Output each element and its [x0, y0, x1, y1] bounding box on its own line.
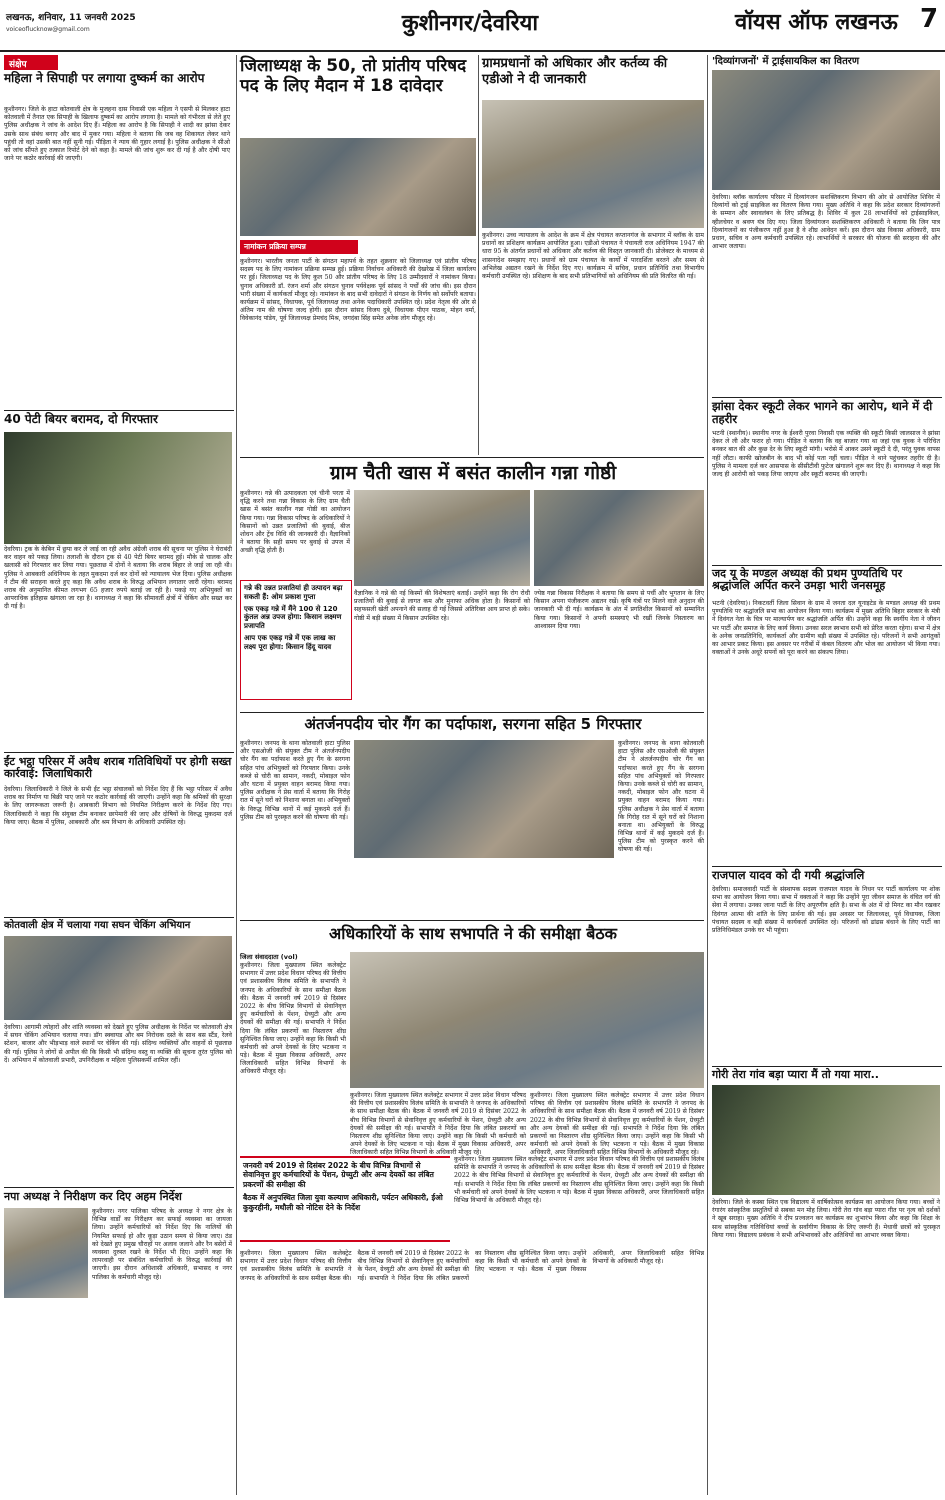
- gram-photo: [482, 100, 704, 228]
- baithak-callout-item: जनवरी वर्ष 2019 से दिसंबर 2022 के बीच विभिन्न विभागों से सेवानिवृत्त हुए कर्मचारियों के पेंशन, ग्रेच्युटी और अन्य देयकों का लंबित प्रकरणों की समीक्षा की: [243, 1161, 434, 1189]
- baithak-byline: जिला संवाददाता (vol): [240, 953, 298, 961]
- ganna-headline: ग्राम चैती खास में बसंत कालीन गन्ना गोष्ठी: [329, 462, 617, 484]
- kotwali-headline: कोतवाली क्षेत्र में चलाया गया सघन चेकिंग अभियान: [4, 920, 191, 931]
- header-date: लखनऊ, शनिवार, 11 जनवरी 2025: [6, 13, 136, 23]
- column-divider: [478, 55, 479, 455]
- baithak-callout-item: बैठक में अनुपस्थित जिला युवा कल्याण अधिकारी, पर्यटन अधिकारी, ईओ कुकुरहीनी, मथौली को नोटिस देने के निर्देश: [243, 1193, 443, 1212]
- chor-body: कुशीनगर। जनपद के थाना कोतवाली हाटा पुलिस और एसओजी की संयुक्त टीम ने अंतर्जनपदीय चोर गैंग का पर्दाफाश करते हुए गैंग के सरगना सहित पांच अभियुक्तों को गिरफ्तार किया। उनके कब्जे से चोरी का सामान, नकदी, मोबाइल फोन और घटना में प्रयुक्त वाहन बरामद किया गया। पुलिस अधीक्षक ने प्रेस वार्ता में बताया कि गिरोह रात में सूने घरों को निशाना बनाता था। अभियुक्तों के विरुद्ध विभिन्न थानों में कई मुकदमे दर्ज हैं। पुलिस टीम को पुरस्कृत करने की घोषणा की गई।: [618, 740, 704, 854]
- divider: [240, 712, 704, 713]
- divider: [712, 1066, 942, 1067]
- divider: [4, 1187, 234, 1188]
- divider: [240, 920, 704, 921]
- tricycle-body: देवरिया। ब्लॉक कार्यालय परिसर में दिव्यांगजन सशक्तिकरण विभाग की ओर से आयोजित शिविर में दिव्यांगों को ट्राई साइकिल का वितरण किया गया। मुख्य अतिथि ने कहा कि प्रदेश सरकार दिव्यांगजनों के सम्मान और स्वावलंबन के लिए प्रतिबद्ध है। शिविर में कुल 28 लाभार्थियों को ट्राईसाइकिल, व्हीलचेयर व श्रवण यंत्र दिए गए। जिला दिव्यांगजन सशक्तिकरण अधिकारी ने बताया कि जिन पात्र दिव्यांगजनों का पंजीकरण नहीं हुआ है वे शीघ्र आवेदन करें। इस दौरान खंड विकास अधिकारी, ग्राम प्रधान, सचिव व अन्य कर्मचारी उपस्थित रहे। लाभार्थियों ने सरकार की योजना की सराहना की और आभार जताया।: [712, 194, 940, 251]
- divider: [712, 397, 942, 398]
- jhansa-body: भटनी (स्थानीय)। स्थानीय नगर के ईश्वरी पुरवा निवासी एक व्यक्ति की स्कूटी किसी जालसाज ने झांसा देकर ले ली और फरार हो गया। पीड़ित ने बताया कि वह बाजार गया था जहां एक युवक ने परिचित बनकर बात की और कुछ देर के लिए स्कूटी मांगी। भरोसे में आकर उसने स्कूटी दे दी, परंतु युवक वापस नहीं लौटा। काफी खोजबीन के बाद भी कोई पता नहीं चला। पीड़ित ने थाने पहुंचकर तहरीर दी है। पुलिस ने मामला दर्ज कर आसपास के सीसीटीवी फुटेज खंगालने शुरू कर दिए हैं। थानाध्यक्ष ने कहा कि जल्द ही आरोपी को पकड़ लिया जाएगा और स्कूटी बरामद की जाएगी।: [712, 430, 940, 478]
- ganna-photo-1: [354, 490, 530, 586]
- ganna-body-left: कुशीनगर। गन्ने की उत्पादकता एवं चीनी परता में वृद्धि करने तथा गन्ना विकास के लिए ग्राम चैती खास में बसंत कालीन गन्ना गोष्ठी का आयोजन किया गया। गन्ना विकास परिषद के अधिकारियों ने किसानों को उन्नत प्रजातियों की बुवाई, बीज शोधन और ट्रेंच विधि की जानकारी दी। वैज्ञानिकों ने बताया कि सही समय पर बुवाई से उपज में अच्छी वृद्धि होती है।: [240, 490, 350, 555]
- divider: [712, 866, 942, 867]
- napa-headline: नपा अध्यक्ष ने निरीक्षण कर दिए अहम निर्देश: [4, 1190, 182, 1203]
- masthead-logo: वॉयस ऑफ लखनऊ: [735, 9, 898, 35]
- kotwali-photo: [4, 936, 232, 1020]
- gori-body: देवरिया। जिले के कस्बा स्थित एक विद्यालय में वार्षिकोत्सव कार्यक्रम का आयोजन किया गया। बच्चों ने रंगारंग सांस्कृतिक प्रस्तुतियों से सबका मन मोह लिया। गोरी तेरा गांव बड़ा प्यारा गीत पर नृत्य को दर्शकों ने खूब सराहा। मुख्य अतिथि ने दीप प्रज्वलन कर कार्यक्रम का शुभारंभ किया और कहा कि शिक्षा के साथ सांस्कृतिक गतिविधियां बच्चों के सर्वांगीण विकास के लिए जरूरी हैं। मेधावी छात्रों को पुरस्कृत किया गया। विद्यालय प्रबंधक ने सभी अभिभावकों और अतिथियों का आभार व्यक्त किया।: [712, 1199, 940, 1239]
- ganna-bullets-box: [240, 580, 352, 700]
- ganna-body-right: ज्येष्ठ गन्ना विकास निरीक्षक ने बताया कि समय से पर्ची और भुगतान के लिए किसान अपना पंजीकरण अद्यतन रखें। कृषि यंत्रों पर मिलने वाले अनुदान की जानकारी भी दी गई। कार्यक्रम के अंत में प्रगतिशील किसानों को सम्मानित किया गया। किसानों ने अपनी समस्याएं भी रखीं जिनके निस्तारण का आश्वासन दिया गया।: [534, 590, 704, 630]
- tricycle-headline: 'दिव्यांगजनों' में ट्राईसायकिल का वितरण: [712, 56, 860, 67]
- baithak-body: कुशीनगर। जिला मुख्यालय स्थित कलेक्ट्रेट सभागार में उत्तर प्रदेश विधान परिषद की वित्तीय एवं प्रशासकीय विलंब समिति के सभापति ने जनपद के अधिकारियों के साथ समीक्षा बैठक की। बैठक में जनवरी वर्ष 2019 से दिसंबर 2022 के बीच विभिन्न विभागों से सेवानिवृत्त हुए कर्मचारियों के पेंशन, ग्रेच्युटी और अन्य देयकों की समीक्षा की गई। सभापति ने निर्देश दिया कि लंबित प्रकरणों का निस्तारण शीघ्र सुनिश्चित किया जाए। उन्होंने कहा कि किसी भी कर्मचारी को अपने देयकों के लिए भटकना न पड़े। बैठक में मुख्य विकास अधिकारी, अपर जिलाधिकारी सहित विभिन्न विभागों के अधिकारी मौजूद रहे।: [454, 1156, 704, 1204]
- ganna-bullet: एक एकड़ गन्ने में मैंने 100 से 120 कुंतल अन्न उपज होगा: किसान लक्ष्मण प्रजापति: [244, 604, 342, 630]
- chor-body: कुशीनगर। जनपद के थाना कोतवाली हाटा पुलिस और एसओजी की संयुक्त टीम ने अंतर्जनपदीय चोर गैंग का पर्दाफाश करते हुए गैंग के सरगना सहित पांच अभियुक्तों को गिरफ्तार किया। उनके कब्जे से चोरी का सामान, नकदी, मोबाइल फोन और घटना में प्रयुक्त वाहन बरामद किया गया। पुलिस अधीक्षक ने प्रेस वार्ता में बताया कि गिरोह रात में सूने घरों को निशाना बनाता था। अभियुक्तों के विरुद्ध विभिन्न थानों में कई मुकदमे दर्ज हैं। पुलिस टीम को पुरस्कृत करने की घोषणा की गई।: [240, 740, 350, 821]
- baithak-headline: अधिकारियों के साथ सभापति ने की समीक्षा बैठक: [329, 924, 617, 943]
- beer-photo: [4, 432, 232, 544]
- gram-headline: ग्रामप्रधानों को अधिकार और कर्तव्य की एडीओ ने दी जानकारी: [482, 56, 668, 87]
- tricycle-photo: [712, 70, 940, 190]
- lead-headline: जिलाध्यक्ष के 50, तो प्रांतीय परिषद पद के लिए मैदान में 18 दावेदार: [240, 56, 467, 97]
- divider: [4, 752, 234, 753]
- gram-body: कुशीनगर। उच्च न्यायालय के आदेश के क्रम में क्षेत्र पंचायत कप्तानगंज के सभागार में ब्लॉक के ग्राम प्रधानों का प्रशिक्षण कार्यक्रम आयोजित हुआ। एडीओ पंचायत ने पंचायती राज अधिनियम 1947 की धारा 95 के अंतर्गत प्रधानों को अधिकार और कर्तव्य की विस्तृत जानकारी दी। प्रोजेक्टर के माध्यम से शासनादेश समझाए गए। प्रधानों को ग्राम पंचायत के कार्यों में पारदर्शिता बरतने और समय से अभिलेख अद्यतन रखने के निर्देश दिए गए। कार्यक्रम में सचिव, प्रधान प्रतिनिधि तथा विभागीय कर्मचारी उपस्थित रहे। प्रशिक्षण के बाद सभी प्रतिभागियों को अधिनियम की प्रति वितरित की गई।: [482, 232, 704, 280]
- gori-headline: गोरी तेरा गांव बड़ा प्यारा मैं तो गया मारा..: [712, 1068, 879, 1081]
- chor-photo: [354, 740, 614, 858]
- column-divider: [707, 55, 708, 1495]
- lead-body: कुशीनगर। भारतीय जनता पार्टी के संगठन महापर्व के तहत शुक्रवार को जिलाध्यक्ष एवं प्रांतीय परिषद सदस्य पद के लिए नामांकन प्रक्रिया सम्पन्न हुई। प्रक्रिया निर्वाचन अधिकारी की देखरेख में जिला कार्यालय पर हुई। जिलाध्यक्ष पद के लिए कुल 50 और प्रांतीय परिषद के लिए 18 उम्मीदवारों ने नामांकन किया। चुनाव अधिकारी डॉ. रंजन शर्मा और संगठन चुनाव पर्यवेक्षक पूर्व सांसद ने पर्चों की जांच की। इस दौरान भारी संख्या में कार्यकर्ता मौजूद रहे। नामांकन के बाद सभी दावेदारों ने संगठन के निर्णय को सर्वोपरि बताया। कार्यक्रम में सांसद, विधायक, पूर्व जिलाध्यक्ष तथा अनेक पदाधिकारी उपस्थित रहे। प्रदेश नेतृत्व की ओर से अंतिम नाम की घोषणा जल्द होगी। इस दौरान सांसद विजय दुबे, विधायक पीएन पाठक, मोहन वर्मा, विवेकानंद पांडेय, पूर्व जिलाध्यक्ष प्रेमचंद मिश्र, जगदंबा सिंह समेत अनेक लोग मौजूद रहे।: [240, 258, 476, 323]
- ganna-body-mid: वैज्ञानिक ने गन्ने की नई किस्मों की विशेषताएं बताईं। उन्होंने कहा कि रोग रोधी प्रजातियों की बुवाई से लागत कम और मुनाफा अधिक होता है। किसानों को सहफसली खेती अपनाने की सलाह दी गई जिससे अतिरिक्त आय प्राप्त हो सके। गोष्ठी में बड़ी संख्या में किसान उपस्थित रहे।: [354, 590, 530, 622]
- lead-photo: [240, 138, 476, 236]
- jdu-headline: जद यू के मण्डल अध्यक्ष की प्रथम पुण्यतिथि पर श्रद्धांजलि अर्पित करने उमड़ा भारी जनसमूह: [712, 567, 903, 593]
- beer-headline: 40 पेटी बियर बरामद, दो गिरफ्तार: [4, 412, 158, 426]
- brief-body: कुशीनगर। जिले के हाटा कोतवाली क्षेत्र के मुजहना दास निवासी एक महिला ने एसपी से मिलकर हाटा कोतवाली में तैनात एक सिपाही के खिलाफ दुष्कर्म का आरोप लगाया है। मामले को गंभीरता से लेते हुए पुलिस अधीक्षक ने जांच के आदेश दिए हैं। महिला का आरोप है कि सिपाही ने शादी का झांसा देकर उसके साथ संबंध बनाए और बाद में मुकर गया। महिला ने बताया कि जब वह शिकायत लेकर थाने पहुंची तो वहां उसकी बात नहीं सुनी गई। पीड़िता ने न्याय की गुहार लगाई है। पुलिस अधीक्षक ने सीओ को जांच सौंपते हुए तत्काल रिपोर्ट देने को कहा है। मामले की जांच शुरू कर दी गई है और दोषी पाए जाने पर कठोर कार्रवाई की जाएगी।: [4, 106, 230, 163]
- beer-body: देवरिया। ट्रक के केबिन में छुपा कर ले जाई जा रही अवैध अंग्रेजी शराब की सूचना पर पुलिस ने घेराबंदी कर वाहन को पकड़ लिया। तलाशी के दौरान ट्रक से 40 पेटी बियर बरामद हुई। मौके से चालक और खलासी को गिरफ्तार कर लिया गया। पूछताछ में दोनों ने बताया कि शराब बिहार ले जाई जा रही थी। पुलिस ने आबकारी अधिनियम के तहत मुकदमा दर्ज कर दोनों को न्यायालय भेज दिया। पुलिस अधीक्षक ने टीम की सराहना करते हुए कहा कि अवैध शराब के विरुद्ध अभियान लगातार जारी रहेगा। बरामद शराब की अनुमानित कीमत लगभग 65 हजार रुपये बताई जा रही है। पकड़े गए अभियुक्तों का आपराधिक इतिहास खंगाला जा रहा है। थानाध्यक्ष ने कहा कि सीमावर्ती क्षेत्रों में चेकिंग और सख्त कर दी गई है।: [4, 546, 232, 611]
- ganna-bullet: आप एक एकड़ गन्ने में एक लाख का लक्ष्य पूरा होगा: किसान हिंदू यादव: [244, 633, 336, 651]
- page-number: 7: [920, 4, 939, 34]
- napa-body: कुशीनगर। नगर पालिका परिषद के अध्यक्ष ने नगर क्षेत्र के विभिन्न वार्डों का निरीक्षण कर सफाई व्यवस्था का जायजा लिया। उन्होंने कर्मचारियों को निर्देश दिए कि नालियों की नियमित सफाई हो और कूड़ा उठान समय से किया जाए। ठंड को देखते हुए प्रमुख चौराहों पर अलाव जलाने और रैन बसेरों में व्यवस्था दुरुस्त रखने के निर्देश भी दिए। उन्होंने कहा कि लापरवाही पर संबंधित कर्मचारियों के विरुद्ध कार्रवाई की जाएगी। इस दौरान अधिशासी अधिकारी, सभासद व नगर पालिका के कर्मचारी मौजूद रहे।: [92, 1208, 232, 1281]
- rajpal-headline: राजपाल यादव को दी गयी श्रद्धांजलि: [712, 868, 865, 882]
- gori-photo: [712, 1085, 940, 1195]
- section-title: कुशीनगर/देवरिया: [401, 11, 539, 36]
- baithak-body: कुशीनगर। जिला मुख्यालय स्थित कलेक्ट्रेट सभागार में उत्तर प्रदेश विधान परिषद की वित्तीय एवं प्रशासकीय विलंब समिति के सभापति ने जनपद के अधिकारियों के साथ समीक्षा बैठक की। बैठक में जनवरी वर्ष 2019 से दिसंबर 2022 के बीच विभिन्न विभागों से सेवानिवृत्त हुए कर्मचारियों के पेंशन, ग्रेच्युटी और अन्य देयकों की समीक्षा की गई। सभापति ने निर्देश दिया कि लंबित प्रकरणों का निस्तारण शीघ्र सुनिश्चित किया जाए। उन्होंने कहा कि किसी भी कर्मचारी को अपने देयकों के लिए भटकना न पड़े। बैठक में मुख्य विकास अधिकारी, अपर जिलाधिकारी सहित विभिन्न विभागों के अधिकारी मौजूद रहे।: [530, 1092, 704, 1157]
- ganna-bullet: गन्ने की उन्नत प्रजातियां ही उत्पादन बढ़ा सकती हैं: ओम प्रकाश गुप्ता: [244, 584, 343, 601]
- lead-subhead: नामांकन प्रक्रिया सम्पन्न: [240, 240, 358, 254]
- jdu-body: भटनी (देवरिया)। निकटवर्ती जिला सिवान के ग्राम में जनता दल यूनाइटेड के मण्डल अध्यक्ष की प्रथम पुण्यतिथि पर श्रद्धांजलि सभा का आयोजन किया गया। कार्यक्रम में मुख्य अतिथि बिहार सरकार के मंत्री ने दिवंगत नेता के चित्र पर माल्यार्पण कर श्रद्धांजलि अर्पित की। उन्होंने कहा कि स्वर्गीय नेता ने जीवन भर पार्टी और समाज के लिए कार्य किया। उनका सरल स्वभाव सभी को प्रेरित करता रहेगा। सभा में क्षेत्र के अनेक जनप्रतिनिधि, कार्यकर्ता और ग्रामीण बड़ी संख्या में उपस्थित रहे। परिजनों ने सभी आगंतुकों का आभार प्रकट किया। इस अवसर पर गरीबों में कंबल वितरण और भोज का आयोजन भी किया गया। वक्ताओं ने उनके अधूरे सपनों को पूरा करने का संकल्प लिया।: [712, 600, 940, 657]
- brief-headline: महिला ने सिपाही पर लगाया दुष्कर्म का आरोप: [4, 71, 205, 85]
- baithak-body: कुशीनगर। जिला मुख्यालय स्थित कलेक्ट्रेट सभागार में उत्तर प्रदेश विधान परिषद की वित्तीय एवं प्रशासकीय विलंब समिति के सभापति ने जनपद के अधिकारियों के साथ समीक्षा बैठक की। बैठक में जनवरी वर्ष 2019 से दिसंबर 2022 के बीच विभिन्न विभागों से सेवानिवृत्त हुए कर्मचारियों के पेंशन, ग्रेच्युटी और अन्य देयकों की समीक्षा की गई। सभापति ने निर्देश दिया कि लंबित प्रकरणों का निस्तारण शीघ्र सुनिश्चित किया जाए। उन्होंने कहा कि किसी भी कर्मचारी को अपने देयकों के लिए भटकना न पड़े। बैठक में मुख्य विकास अधिकारी, अपर जिलाधिकारी सहित विभिन्न विभागों के अधिकारी मौजूद रहे।: [240, 1250, 704, 1282]
- baithak-body: कुशीनगर। जिला मुख्यालय स्थित कलेक्ट्रेट सभागार में उत्तर प्रदेश विधान परिषद की वित्तीय एवं प्रशासकीय विलंब समिति के सभापति ने जनपद के अधिकारियों के साथ समीक्षा बैठक की। बैठक में जनवरी वर्ष 2019 से दिसंबर 2022 के बीच विभिन्न विभागों से सेवानिवृत्त हुए कर्मचारियों के पेंशन, ग्रेच्युटी और अन्य देयकों की समीक्षा की गई। सभापति ने निर्देश दिया कि लंबित प्रकरणों का निस्तारण शीघ्र सुनिश्चित किया जाए। उन्होंने कहा कि किसी भी कर्मचारी को अपने देयकों के लिए भटकना न पड़े। बैठक में मुख्य विकास अधिकारी, अपर जिलाधिकारी सहित विभिन्न विभागों के अधिकारी मौजूद रहे।: [240, 962, 346, 1076]
- divider: [240, 457, 704, 458]
- brief-label: संक्षेप: [4, 55, 58, 70]
- jhansa-headline: झांसा देकर स्कूटी लेकर भागने का आरोप, थाने में दी तहरीर: [712, 399, 933, 426]
- ganna-photo-2: [534, 490, 704, 586]
- kotwali-body: देवरिया। आगामी त्योहारों और शांति व्यवस्था को देखते हुए पुलिस अधीक्षक के निर्देश पर कोतवाली क्षेत्र में सघन चेकिंग अभियान चलाया गया। डॉग स्क्वायड और बम निरोधक दस्ते के साथ बस स्टैंड, रेलवे स्टेशन, बाजार और भीड़भाड़ वाले स्थानों पर चेकिंग की गई। संदिग्ध व्यक्तियों और वाहनों से पूछताछ की गई। पुलिस ने लोगों से अपील की कि किसी भी संदिग्ध वस्तु या व्यक्ति की सूचना तुरंत पुलिस को दें। अभियान में कोतवाली प्रभारी, उपनिरीक्षक व महिला पुलिसकर्मी शामिल रहीं।: [4, 1024, 232, 1064]
- header-rule: [0, 50, 945, 52]
- header-bar: [0, 0, 945, 50]
- baithak-callout: [240, 1156, 450, 1242]
- divider: [4, 410, 234, 411]
- baithak-photo: [350, 952, 704, 1088]
- baithak-body: कुशीनगर। जिला मुख्यालय स्थित कलेक्ट्रेट सभागार में उत्तर प्रदेश विधान परिषद की वित्तीय एवं प्रशासकीय विलंब समिति के सभापति ने जनपद के अधिकारियों के साथ समीक्षा बैठक की। बैठक में जनवरी वर्ष 2019 से दिसंबर 2022 के बीच विभिन्न विभागों से सेवानिवृत्त हुए कर्मचारियों के पेंशन, ग्रेच्युटी और अन्य देयकों की समीक्षा की गई। सभापति ने निर्देश दिया कि लंबित प्रकरणों का निस्तारण शीघ्र सुनिश्चित किया जाए। उन्होंने कहा कि किसी भी कर्मचारी को अपने देयकों के लिए भटकना न पड़े। बैठक में मुख्य विकास अधिकारी, अपर जिलाधिकारी सहित विभिन्न विभागों के अधिकारी मौजूद रहे।: [350, 1092, 526, 1157]
- rajpal-body: देवरिया। समाजवादी पार्टी के संस्थापक सदस्य राजपाल यादव के निधन पर पार्टी कार्यालय पर शोक सभा का आयोजन किया गया। सभा में वक्ताओं ने कहा कि उन्होंने पूरा जीवन समाज के वंचित वर्ग की सेवा में लगाया। उनका जाना पार्टी के लिए अपूरणीय क्षति है। सभा के अंत में दो मिनट का मौन रखकर दिवंगत आत्मा की शांति के लिए प्रार्थना की गई। इस अवसर पर जिलाध्यक्ष, पूर्व विधायक, जिला पंचायत सदस्य व बड़ी संख्या में कार्यकर्ता उपस्थित रहे। परिजनों को ढांढस बंधाने के लिए पार्टी का प्रतिनिधिमंडल उनके घर भी पहुंचा।: [712, 886, 940, 934]
- napa-photo: [4, 1208, 88, 1298]
- divider: [712, 565, 942, 566]
- column-divider: [236, 55, 237, 1495]
- divider: [4, 917, 234, 918]
- header-email[interactable]: voiceoflucknow@gmail.com: [6, 26, 90, 33]
- chor-headline: अंतर्जनपदीय चोर गैंग का पर्दाफाश, सरगना सहित 5 गिरफ्तार: [304, 715, 642, 733]
- eent-headline: ईंट भट्ठा परिसर में अवैध शराब गतिविधियों पर होगी सख्त कार्रवाई: जिलाधिकारी: [4, 755, 232, 781]
- eent-body: देवरिया। जिलाधिकारी ने जिले के सभी ईंट भट्ठा संचालकों को निर्देश दिए हैं कि भट्ठा परिसर में अवैध शराब का निर्माण या बिक्री पाए जाने पर कठोर कार्रवाई की जाएगी। उन्होंने कहा कि श्रमिकों की सुरक्षा के लिए जागरूकता जरूरी है। आबकारी विभाग को नियमित निरीक्षण करने के निर्देश दिए गए। जिलाधिकारी ने कहा कि संयुक्त टीम बनाकर छापेमारी की जाए और दोषियों के विरुद्ध मुकदमा दर्ज किया जाए। बैठक में पुलिस, आबकारी और श्रम विभाग के अधिकारी उपस्थित रहे।: [4, 786, 232, 826]
